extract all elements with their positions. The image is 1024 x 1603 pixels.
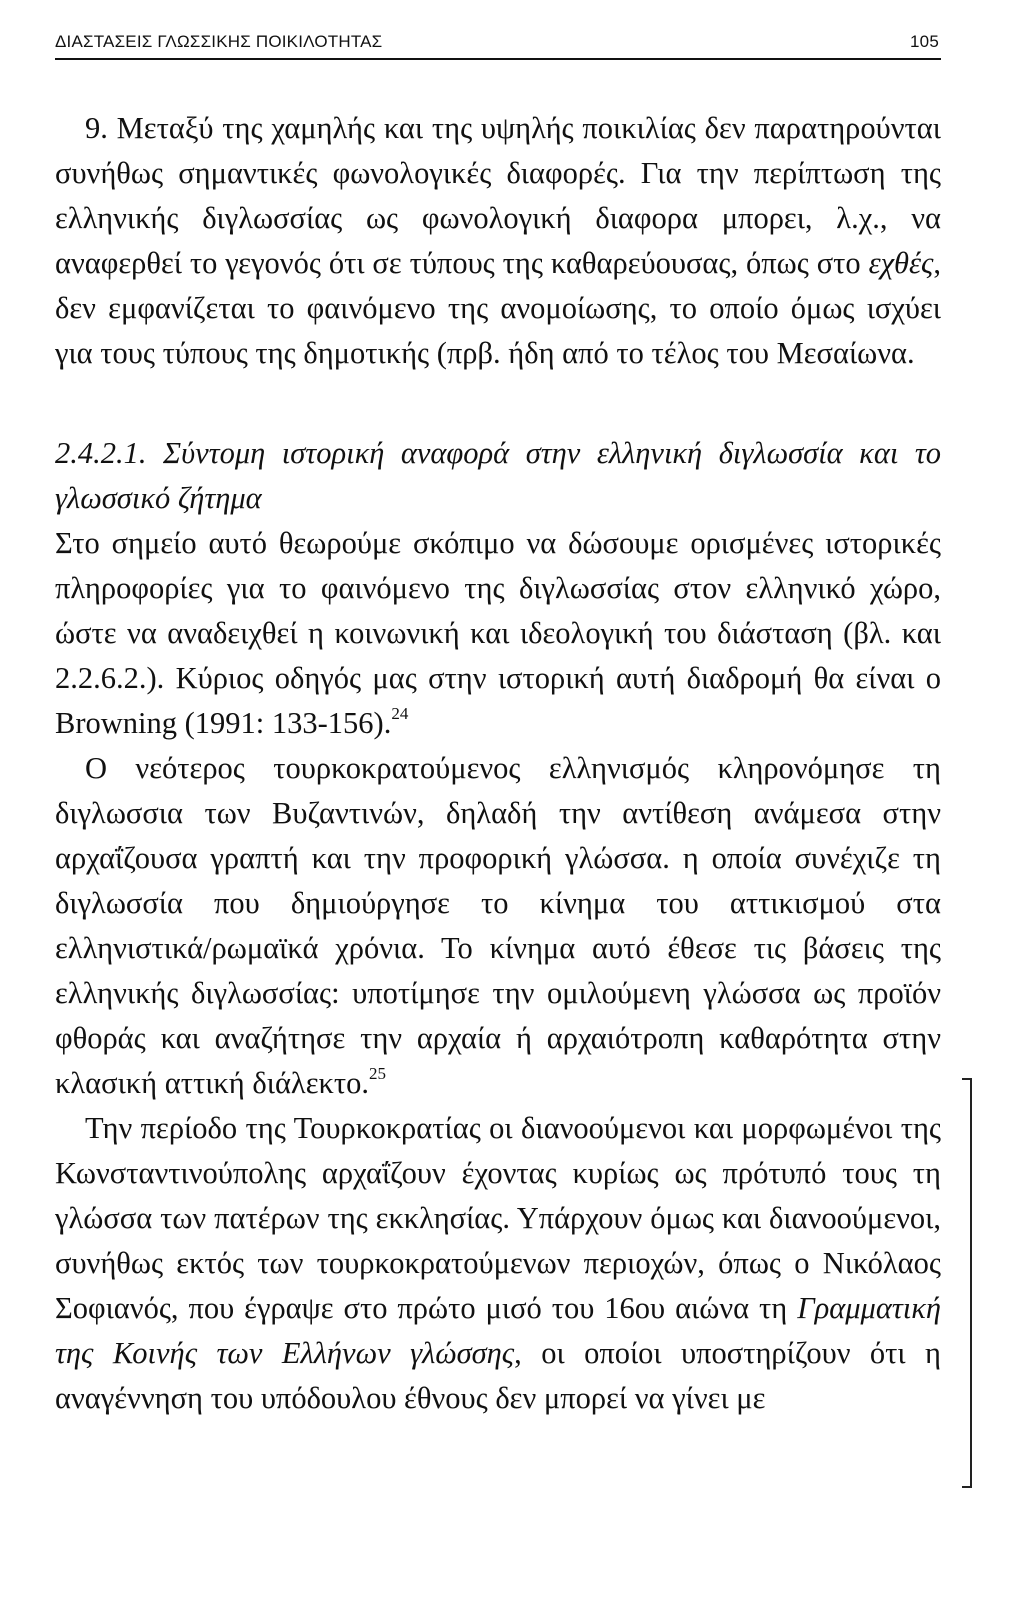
paragraph-9 [55, 106, 941, 376]
body-text [55, 106, 941, 1421]
footnote-ref-25: 25 [369, 1064, 387, 1083]
running-header [55, 28, 941, 60]
footnote-ref-24: 24 [391, 704, 409, 723]
running-title: ΔΙΑΣΤΑΣΕΙΣ ΓΛΩΣΣΙΚΗΣ ΠΟΙΚΙΛΟΤΗΤΑΣ [55, 32, 383, 51]
section-heading: 2.4.2.1. Σύντομη ιστορική αναφορά στην ελληνική διγλωσσία και το γλωσσικό ζήτημα [55, 436, 941, 515]
paragraph-3 [55, 1106, 941, 1421]
paragraph-3-end: , οι οποίοι υποστηρίζουν ότι η αναγέννηση του υπόδουλου έθνους δεν μπορεί να γίνει με [55, 1336, 941, 1415]
paragraph-2-text: Ο νεότερος τουρκοκρατούμενος ελληνισμός κληρονόμησε τη διγλωσσια των Βυζαντινών, δηλαδή την αντίθεση ανάμεσα στην αρχαΐζουσα γραπτή και την προφορική γλώσσα. η οποία συνέχιζε τη διγλωσσία που δημιούργησε το κίνημα του αττικισμού στα ελληνιστικά/ρωμαϊκά χρόνια. Το κίνημα αυτό έθεσε τις βάσεις της ελληνικής διγλωσσίας: υποτίμησε την ομιλούμενη γλώσσα ως προϊόν φθοράς και αναζήτησε την αρχαία ή αρχαιότροπη καθαρότητα στην κλασική αττική διάλεκτο. [55, 751, 941, 1100]
paragraph-9-example: εχθές [868, 246, 934, 280]
paragraph-9-end: , δεν εμφανίζεται το φαινόμενο της ανομοίωσης, το οποίο όμως ισχύει για τους τύπους της δημοτικής (πρβ. ήδη από το τέλος του Μεσαίωνα. [55, 246, 942, 370]
book-page [55, 28, 941, 1421]
paragraph-9-text: 9. Μεταξύ της χαμηλής και της υψηλής ποικιλίας δεν παρατηρούνται συνήθως σημαντικές φωνολογικές διαφορές. Για την περίπτωση της ελληνικής διγλωσσίας ως φωνολογική διαφορα μπορει, λ.χ., να αναφερθεί το γεγονός ότι σε τύπους της καθαρεύουσας, όπως στο [55, 111, 941, 280]
paragraph-2 [55, 746, 941, 1106]
page-number: 105 [910, 32, 939, 51]
paragraph-1 [55, 521, 941, 746]
book-title: Γραμματική της Κοινής των Ελλήνων γλώσσης [55, 1291, 942, 1370]
paragraph-3-text: Την περίοδο της Τουρκοκρατίας οι διανοούμενοι και μορφωμένοι της Κωνσταντινούπολης αρχαΐζουν έχοντας κυρίως ως πρότυπό τους τη γλώσσα των πατέρων της εκκλησίας. Υπάρχουν όμως και διανοούμενοι, συνήθως εκτός των τουρκοκρατούμενων περιοχών, όπως ο Νικόλαος Σοφιανός, που έγραψε στο πρώτο μισό του 16ου αιώνα τη [55, 1111, 941, 1325]
paragraph-1-text: Στο σημείο αυτό θεωρούμε σκόπιμο να δώσουμε ορισμένες ιστορικές πληροφορίες για το φαινόμενο της διγλωσσίας στον ελληνικό χώρο, ώστε να αναδειχθεί η κοινωνική και ιδεολογική του διάσταση (βλ. και 2.2.6.2.). Κύριος οδηγός μας στην ιστορική αυτή διαδρομή θα είναι ο Browning (1991: 133-156). [55, 526, 941, 740]
margin-bracket [962, 1078, 972, 1488]
